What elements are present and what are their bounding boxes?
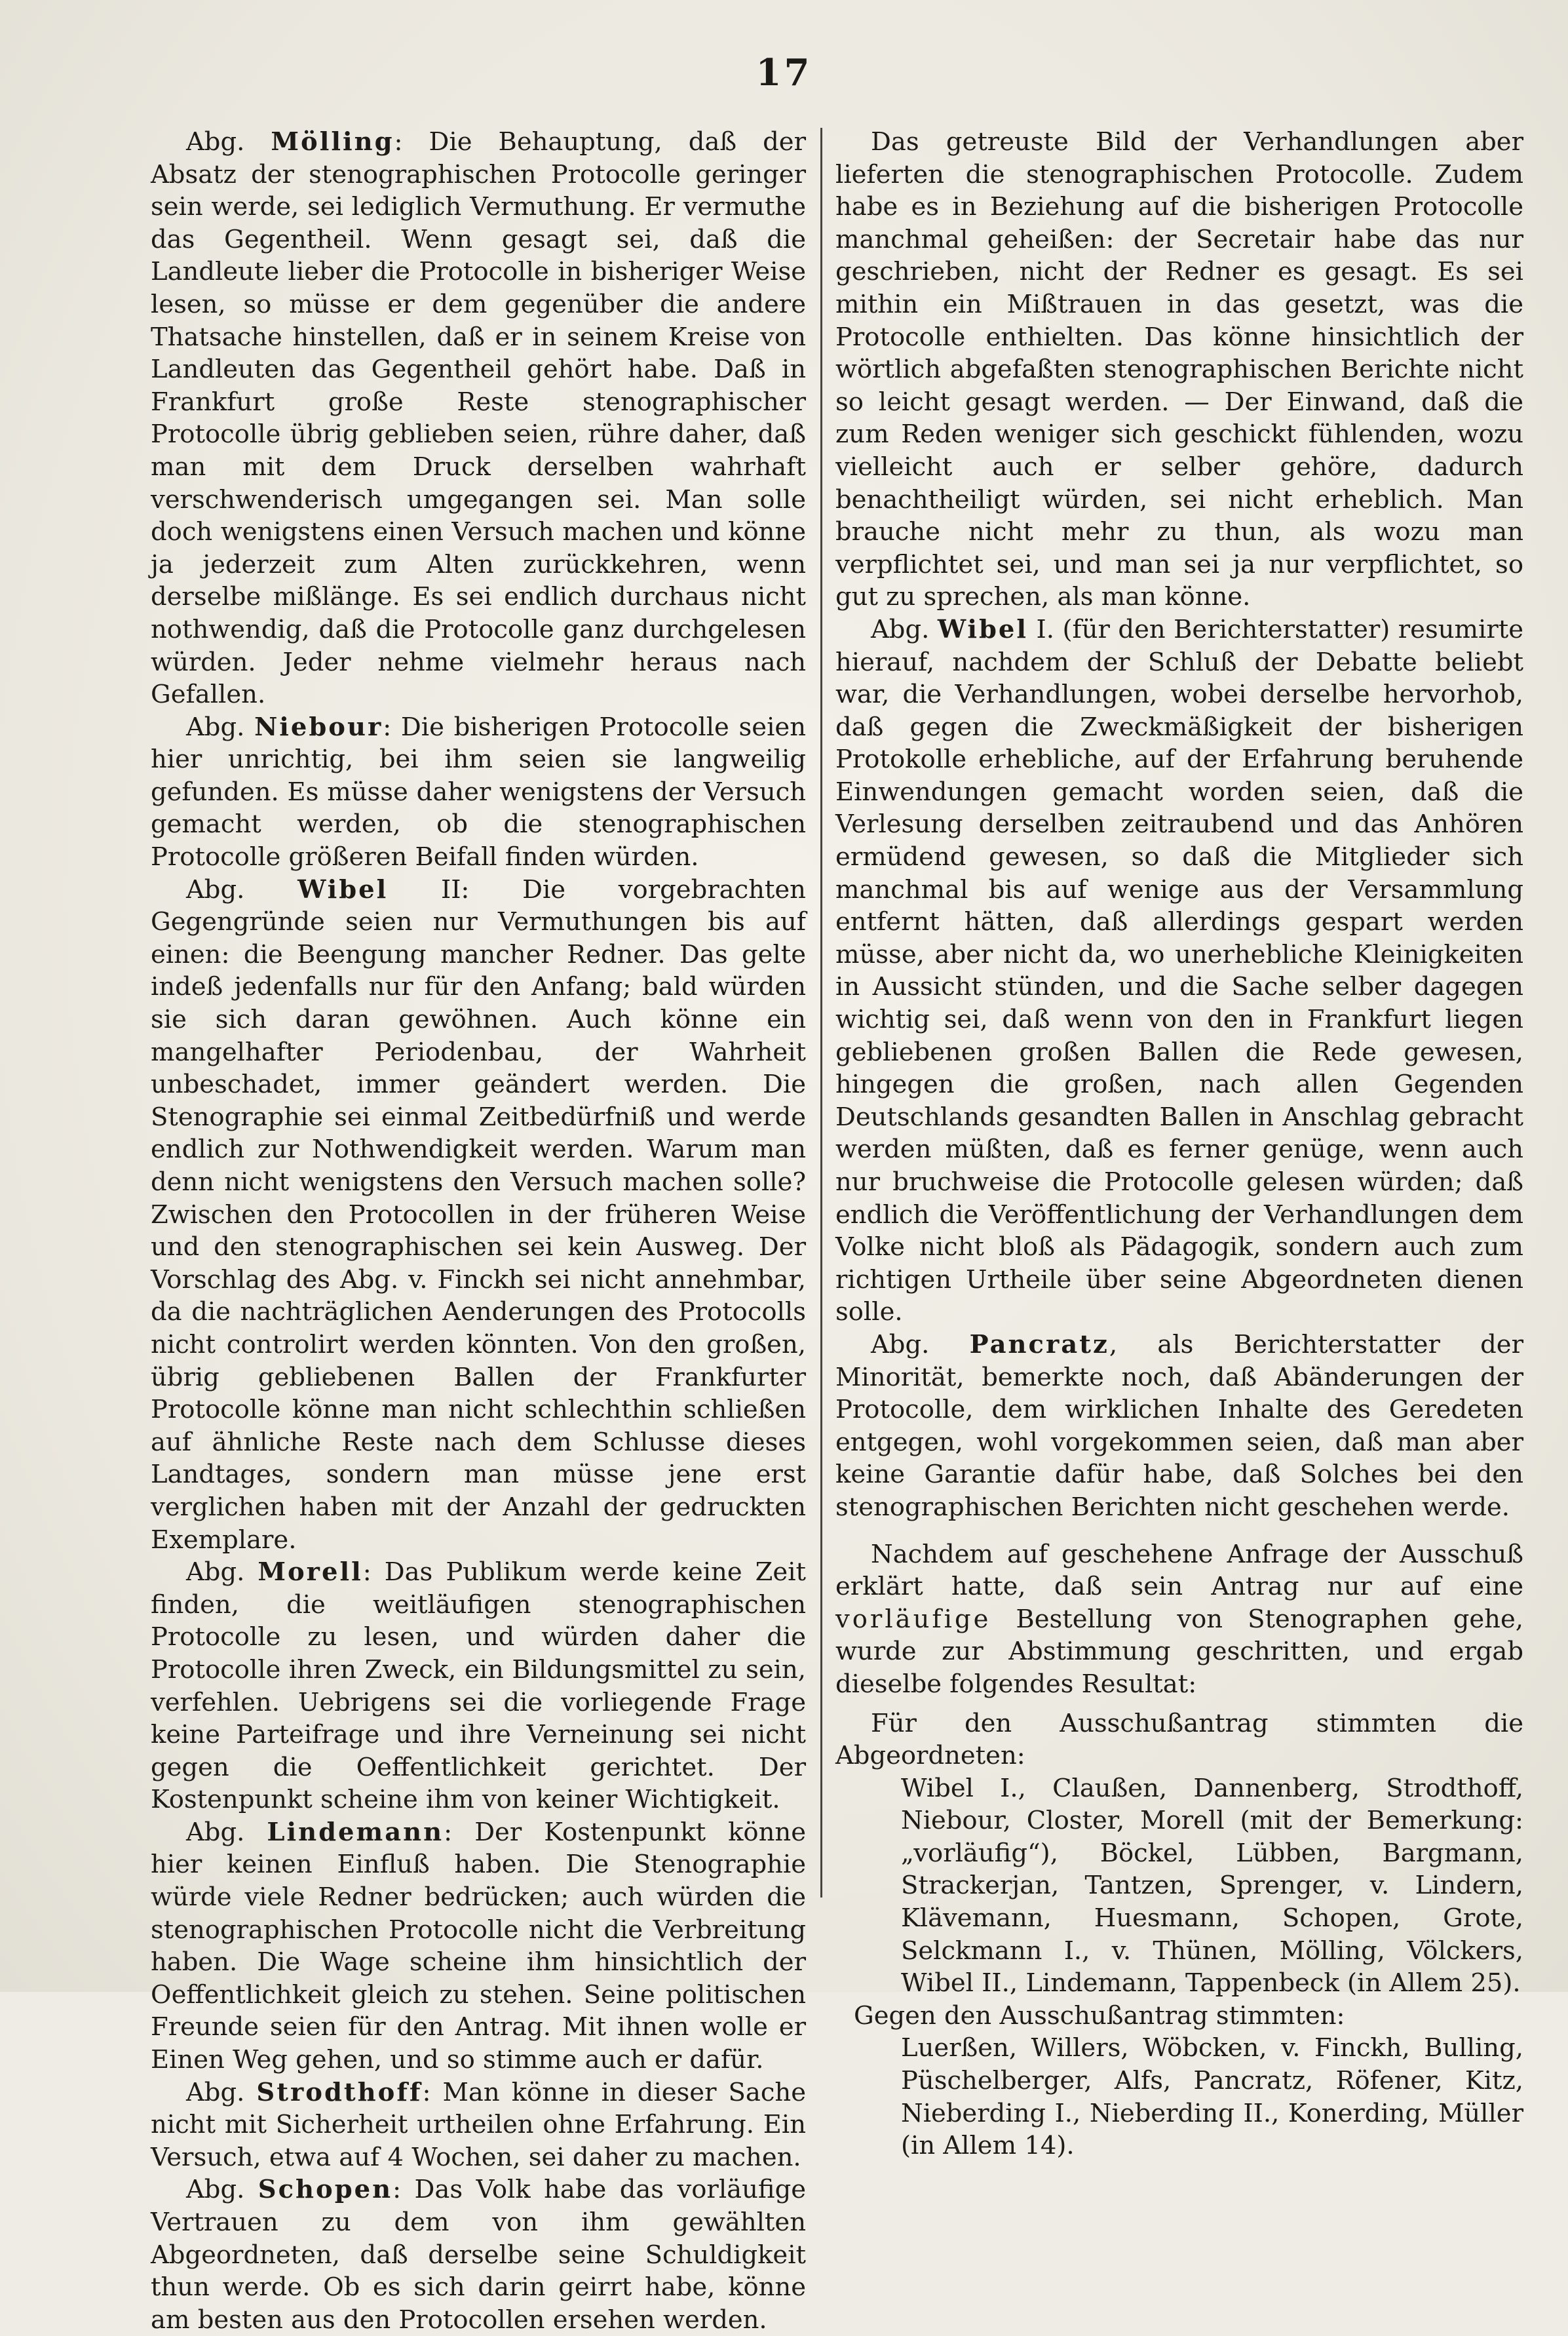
vote-for-heading: Für den Ausschußantrag stimmten die Abgeordneten:	[835, 1708, 1523, 1771]
speech-text: , als Berichterstatter der Minorität, bemerkte noch, daß Abänderungen der Protocolle, dem wirklichen Inhalte des Geredeten entgegen, wohl vorgekommen seien, daß man aber keine Garantie dafür habe, daß Solches bei den stenographischen Berichten nicht geschehen werde.	[835, 1329, 1523, 1522]
abg-label: Abg.	[871, 1329, 930, 1359]
column-divider	[820, 128, 822, 1898]
abg-label: Abg.	[186, 1557, 245, 1587]
speech-text: : Der Kostenpunkt könne hier keinen Einfluß haben. Die Stenographie würde viele Redner bedrücken; auch würden die stenographischen Protocolle nicht die Verbreitung haben. Die Wage scheine ihm hinsichtlich der Oeffentlichkeit gleich zu stehen. Seine politischen Freunde seien für den Antrag. Mit ihnen wolle er Einen Weg gehen, und so stimme auch er dafür.	[151, 1817, 806, 2075]
speaker-name: Wibel	[937, 614, 1029, 644]
speech-paragraph	[151, 2173, 806, 2336]
abg-label: Abg.	[186, 2077, 245, 2107]
speech-paragraph	[835, 613, 1523, 1329]
left-column	[151, 126, 806, 2336]
speech-text: : Die Behauptung, daß der Absatz der stenographischen Protocolle geringer sein werde, sei lediglich Vermuthung. Er vermuthe das Gegentheil. Wenn gesagt sei, daß die Landleute lieber die Protocolle in bisheriger Weise lesen, so müsse er dem gegenüber die andere Thatsache hinstellen, daß er in seinem Kreise von Landleuten das Gegentheil gehört habe. Daß in Frankfurt große Reste stenographischer Protocolle übrig geblieben seien, rühre daher, daß man mit dem Druck derselben wahrhaft verschwenderisch umgegangen sei. Man solle doch wenigstens einen Versuch machen und könne ja jederzeit zum Alten zurückkehren, wenn derselbe mißlänge. Es sei endlich durchaus nicht nothwendig, daß die Protocolle ganz durchgelesen würden. Jeder nehme vielmehr heraus nach Gefallen.	[151, 127, 806, 710]
speaker-name: Schopen	[258, 2175, 393, 2205]
speech-paragraph	[835, 1329, 1523, 1524]
vote-against-heading: Gegen den Ausschußantrag stimmten:	[854, 2000, 1345, 2031]
right-column	[835, 126, 1523, 2162]
page-number: 17	[755, 51, 813, 94]
speaker-name: Morell	[258, 1557, 363, 1587]
abg-label: Abg.	[186, 127, 245, 157]
speech-paragraph	[151, 1816, 806, 2076]
speaker-name: Pancratz	[969, 1329, 1109, 1359]
speech-text: I. (für den Berichterstatter) resumirte hierauf, nachdem der Schluß der Debatte beliebt war, die Verhandlungen, wobei derselbe hervorhob, daß gegen die Zweckmäßigkeit der bisherigen Protokolle erhebliche, auf der Erfahrung beruhende Einwendungen gemacht worden seien, daß die Verlesung derselben zeitraubend und das Anhören ermüdend gewesen, so daß die Mitglieder sich manchmal bis auf wenige aus der Versammlung entfernt hätten, daß allerdings gespart werden müsse, aber nicht da, wo unerhebliche Kleinigkeiten in Aussicht stünden, und die Sache selber dagegen wichtig sei, daß wenn von den in Frankfurt liegen gebliebenen großen Ballen die Rede gewesen, hingegen die großen, nach allen Gegenden Deutschlands gesandten Ballen in Anschlag gebracht werden müßten, daß es ferner genüge, wenn auch nur bruchweise die Protocolle gelesen würden; daß endlich die Veröffentlichung der Verhandlungen dem Volke nicht bloß als Pädagogik, sondern auch zum richtigen Urtheile über seine Abgeordneten dienen solle.	[835, 614, 1523, 1327]
speech-text: : Das Volk habe das vorläufige Vertrauen zu dem von ihm gewählten Abgeordneten, daß derselbe seine Schuldigkeit thun werde. Ob es sich darin geirrt habe, könne am besten aus den Protocollen ersehen werden.	[151, 2175, 806, 2335]
speaker-name: Niebour	[254, 712, 383, 742]
abg-label: Abg.	[186, 712, 245, 742]
speaker-name: Strodthoff	[256, 2077, 423, 2107]
speech-continuation: Das getreuste Bild der Verhandlungen aber lieferten die stenographischen Protocolle. Zudem habe es in Beziehung auf die bisherigen Protocolle manchmal geheißen: der Secretair habe das nur geschrieben, nicht der Redner es gesagt. Es sei mithin ein Mißtrauen in das gesetzt, was die Protocolle enthielten. Das könne hinsichtlich der wörtlich abgefaßten stenographischen Berichte nicht so leicht gesagt werden. — Der Einwand, daß die zum Reden weniger sich geschickt fühlenden, wozu vielleicht auch er selber gehöre, dadurch benachtheiligt würden, sei nicht erheblich. Man brauche nicht mehr zu thun, als wozu man verpflichtet sei, und man sei ja nur verpflichtet, so gut zu sprechen, als man könne.	[835, 127, 1523, 612]
resolution-paragraph: Nachdem auf geschehene Anfrage der Ausschuß erklärt hatte, daß sein Antrag nur auf eine vorläufige Bestellung von Stenographen gehe, wurde zur Abstimmung geschritten, und ergab dieselbe folgendes Resultat:	[835, 1539, 1523, 1699]
speech-paragraph	[151, 711, 806, 874]
speaker-name: Wibel	[297, 874, 389, 905]
abg-label: Abg.	[186, 874, 245, 905]
speech-text: : Die bisherigen Protocolle seien hier unrichtig, bei ihm seien sie langweilig gefunden. Es müsse daher wenigstens der Versuch gemacht werden, ob die stenographischen Protocolle größeren Beifall finden würden.	[151, 712, 806, 872]
emphasized-word: vorläufige	[835, 1604, 991, 1634]
speech-text: : Das Publikum werde keine Zeit finden, die weitläufigen stenographischen Protocolle zu lesen, und würden daher die Protocolle ihren Zweck, ein Bildungsmittel zu sein, verfehlen. Uebrigens sei die vorliegende Frage keine Parteifrage und ihre Verneinung sei nicht gegen die Oeffentlichkeit gerichtet. Der Kostenpunkt scheine ihm von keiner Wichtigkeit.	[151, 1557, 806, 1815]
vote-against-names: Luerßen, Willers, Wöbcken, v. Finckh, Bulling, Püschelberger, Alfs, Pancratz, Röfener, Kitz, Nieberding I., Nieberding II., Konerding, Müller (in Allem 14).	[901, 2033, 1523, 2161]
speech-paragraph	[151, 1556, 806, 1816]
speech-text: : Man könne in dieser Sache nicht mit Sicherheit urtheilen ohne Erfahrung. Ein Versuch, etwa auf 4 Wochen, sei daher zu machen.	[151, 2077, 807, 2172]
abg-label: Abg.	[186, 1817, 245, 1847]
abg-label: Abg.	[871, 614, 930, 644]
speaker-name: Lindemann	[267, 1817, 444, 1847]
speech-paragraph	[151, 874, 806, 1556]
speaker-name: Mölling	[271, 127, 394, 157]
speech-text: II: Die vorgebrachten Gegengründe seien nur Vermuthungen bis auf einen: die Beengung mancher Redner. Das gelte indeß jedenfalls nur für den Anfang; bald würden sie sich daran gewöhnen. Auch könne ein mangelhafter Periodenbau, der Wahrheit unbeschadet, immer geändert werden. Die Stenographie sei einmal Zeitbedürfniß und werde endlich zur Nothwendigkeit werden. Warum man denn nicht wenigstens den Versuch machen solle? Zwischen den Protocollen in der früheren Weise und den stenographischen sei kein Ausweg. Der Vorschlag des Abg. v. Finckh sei nicht annehmbar, da die nachträglichen Aenderungen des Protocolls nicht controlirt werden könnten. Von den großen, übrig gebliebenen Ballen der Frankfurter Protocolle könne man nicht schlechthin schließen auf ähnliche Reste nach dem Schlusse dieses Landtages, sondern man müsse jene erst verglichen haben mit der Anzahl der gedruckten Exemplare.	[151, 874, 806, 1555]
speech-paragraph	[151, 126, 806, 711]
speech-paragraph	[151, 2076, 806, 2174]
abg-label: Abg.	[186, 2175, 245, 2205]
vote-for-names: Wibel I., Claußen, Dannenberg, Strodthoff, Niebour, Closter, Morell (mit der Bemerkung: „vorläufig“), Böckel, Lübben, Bargmann, Strackerjan, Tantzen, Sprenger, v. Lindern, Klävemann, Huesmann, Schopen, Grote, Selckmann I., v. Thünen, Mölling, Völckers, Wibel II., Lindemann, Tappenbeck (in Allem 25).	[901, 1773, 1523, 1998]
